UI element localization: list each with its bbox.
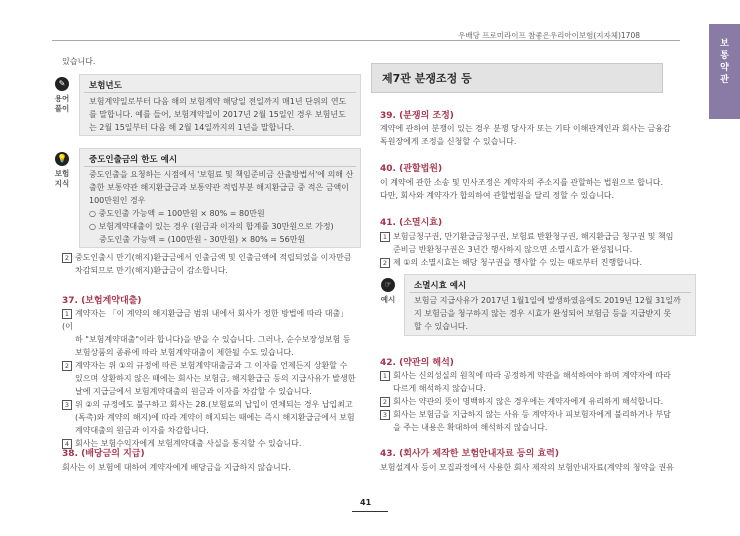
side-tab-char: 보 — [720, 39, 729, 49]
section-43-body: 보험설계사 등이 모집과정에서 사용한 회사 제작의 보험안내자료(계약의 청약을 권유 — [380, 463, 674, 472]
chapter-heading — [371, 63, 663, 93]
intro-text: 있습니다. — [62, 57, 96, 66]
section-38-body: 회사는 이 보험에 대하여 계약자에게 배당금을 지급하지 않습니다. — [62, 463, 291, 472]
item-number: 2 — [380, 397, 390, 407]
box1-tag — [51, 77, 73, 114]
item-number: 2 — [380, 258, 390, 268]
hand-icon: ☞ — [381, 278, 395, 292]
box3-divider — [409, 292, 691, 293]
side-tab-char: 약 — [720, 63, 729, 73]
box2-title: 중도인출금의 한도 예시 — [89, 155, 178, 165]
chapter-title: 제7관 분쟁조정 등 — [382, 72, 472, 85]
lightbulb-icon: 💡 — [55, 152, 69, 166]
box2-tag-label: 보험 지식 — [54, 169, 70, 188]
box1-divider — [84, 92, 356, 93]
section-37-title: 37. (보험계약대출) — [62, 296, 142, 306]
item-number: 1 — [380, 371, 390, 381]
box1-body: 보험계약일로부터 다음 해의 보험계약 해당일 전일까지 매1년 단위의 연도 를 말합니다. 예를 들어, 보험계약일이 2017년 2월 15일인 경우 보험년도 는 2월 15일부터 다음 해 2월 14일까지의 1년을 말합니다. — [89, 97, 347, 132]
item-number: 2 — [62, 253, 72, 263]
box1-tag-label: 용어 풀이 — [54, 94, 70, 113]
section-40-body: 이 계약에 관한 소송 및 민사조정은 계약자의 주소지를 관할하는 법원으로 합니다. 다만, 회사와 계약자가 합의하여 관할법원을 달리 정할 수 있습니다. — [380, 178, 663, 200]
box2-body: 중도인출을 요청하는 시점에서 '보험료 및 책임준비금 산출방법서'에 의해 산 출한 보통약관 해지환급금과 보통약관 적립부분 해지환급금 중 적은 금액이 100만원인 경우 ○ 중도인출 가능액 = 100만원 × 80% = 80만원 ○ 보험계약대출이 있는 경우 (원금과 이자의 합계를 30만원으로 가정) 중도인출 가능액 = (100만원 - 30만원) × 80% = 56만원 — [89, 170, 354, 244]
section-42-body: 1 회사는 신의성실의 원칙에 따라 공정하게 약관을 해석하여야 하며 계약자에 따라 다르게 해석하지 않습니다. 2 회사는 약관의 뜻이 명백하지 않은 경우에는 계약자에게 유리하게 해석합니다. 3 회사는 보험금을 지급하지 않는 사유 등 계약자나 피보험자에게 불리하거나 부담 을 주는 내용은 확대하여 해석하지 않습니다. — [380, 369, 690, 434]
item-number: 3 — [62, 400, 72, 410]
box-prescription-example — [404, 274, 696, 336]
header-rule — [52, 40, 680, 41]
side-tab-general-terms[interactable] — [709, 24, 740, 119]
section-39-body: 계약에 관하여 분쟁이 있는 경우 분쟁 당사자 또는 기타 이해관계인과 회사는 금융감 독원장에게 조정을 신청할 수 있습니다. — [380, 124, 671, 146]
box3-body: 보험금 지급사유가 2017년 1월1일에 발생하였음에도 2019년 12월 31일까 지 보험금을 청구하지 않는 경우 시효가 완성되어 보험금 등을 지급받지 못 할 수 있습니다. — [414, 296, 681, 331]
side-tab-char: 통 — [720, 51, 729, 61]
box-withdrawal-limit-example — [79, 148, 361, 248]
box-glossary-insurance-year — [79, 74, 361, 136]
item-number: 3 — [380, 410, 390, 420]
page-number: 41 — [360, 498, 372, 507]
document-header-title: 우배당 프로미라이프 참좋은우리아이보험(지자체)1708 — [458, 31, 640, 40]
item-number: 1 — [62, 309, 72, 319]
item-number: 1 — [380, 232, 390, 242]
box1-title: 보험년도 — [89, 81, 122, 91]
pencil-icon: ✎ — [55, 77, 69, 91]
withdrawal-note-item: 2 중도인출시 만기(해지)환급금에서 인출금액 및 인출금액에 적립되었을 이자만큼 차감되므로 만기(해지)환급금이 감소합니다. — [62, 251, 358, 277]
section-39-title: 39. (분쟁의 조정) — [380, 111, 454, 121]
box3-title: 소멸시효 예시 — [414, 281, 467, 291]
page-number-rule — [352, 511, 388, 512]
section-43-title: 43. (회사가 제작한 보험안내자료 등의 효력) — [380, 449, 559, 459]
section-40-title: 40. (관할법원) — [380, 164, 443, 174]
section-41-body: 1 보험금청구권, 만기환급금청구권, 보험료 반환청구권, 해지환급금 청구권 및 책임 준비금 반환청구권은 3년간 행사하지 않으면 소멸시효가 완성됩니다. 2 제 ①의 소멸시효는 해당 청구권을 행사할 수 있는 때로부터 진행합니다. — [380, 230, 690, 269]
box2-tag — [51, 152, 73, 189]
section-41-title: 41. (소멸시효) — [380, 218, 443, 228]
box2-divider — [84, 166, 356, 167]
section-42-title: 42. (약관의 해석) — [380, 358, 454, 368]
side-tab-char: 관 — [720, 75, 729, 85]
item-number: 2 — [62, 361, 72, 371]
box3-tag-label: 예시 — [380, 295, 396, 304]
section-37-body: 1 계약자는 「이 계약의 해지환급금 범위 내에서 회사가 정한 방법에 따라 대출」(이 하 "보험계약대출"이라 합니다)을 받을 수 있습니다. 그러나, 순수보장성보험 등 보험상품의 종류에 따라 보험계약대출이 제한될 수도 있습니다. 2 계약자는 위 ①의 규정에 따른 보험계약대출금과 그 이자를 언제든지 상환할 수 있으며 상환하지 않은 때에는 회사는 보험금, 해지환급금 등의 지급사유가 발생한 날에 지급금에서 보험계약대출의 원금과 이자를 차감할 수 있습니다. 3 위 ②의 규정에도 불구하고 회사는 28.(보험료의 납입이 연체되는 경우 납입최고 (독촉)와 계약의 해지)에 따라 계약이 해지되는 때에는 즉시 해지환급금에서 보험 계약대출의 원금과 이자를 차감합니다. 4 회사는 보험수익자에게 보험계약대출 사실을 통지할 수 있습니다. — [62, 309, 356, 448]
item-number: 4 — [62, 439, 72, 449]
box3-tag — [377, 278, 399, 305]
section-38-title: 38. (배당금의 지급) — [62, 449, 145, 459]
